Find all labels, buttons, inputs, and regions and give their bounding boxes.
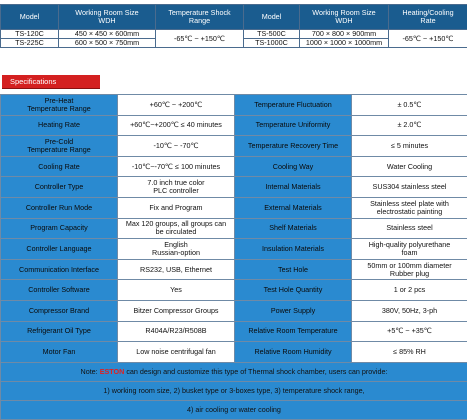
spec-row: [1, 156, 467, 177]
note-row: [1, 381, 467, 400]
spec-value: 1 or 2 pcs: [352, 280, 467, 301]
spec-value: R404A/R23/R508B: [118, 321, 235, 342]
spec-label: Relative Room Humidity: [235, 342, 352, 363]
spec-row: [1, 95, 467, 116]
specifications-heading: Specifications: [2, 75, 100, 88]
spec-label: Controller Run Mode: [1, 197, 118, 218]
spec-value: +5℃ ~ +35℃: [352, 321, 467, 342]
spec-row: [1, 239, 467, 260]
model-cell: TS-225C: [1, 39, 59, 48]
spec-row: [1, 218, 467, 239]
models-row: [1, 30, 467, 39]
spec-label: Cooling Way: [235, 156, 352, 177]
spec-label: Motor Fan: [1, 342, 118, 363]
size-cell: 450 × 450 × 600mm: [59, 30, 156, 39]
spec-label: Internal Materials: [235, 177, 352, 198]
spec-value: -10℃ ~ -70℃: [118, 136, 235, 157]
header-model-a: Model: [1, 5, 59, 30]
spec-value: SUS304 stainless steel: [352, 177, 467, 198]
spec-value: 7.0 inch true color PLC controller: [118, 177, 235, 198]
models-table: [0, 4, 467, 48]
spec-value: RS232, USB, Ethernet: [118, 259, 235, 280]
spec-value: Low noise centrifugal fan: [118, 342, 235, 363]
shock-range-cell: -65℃ ~ +150℃: [156, 30, 244, 48]
spec-value: High-quality polyurethane foam: [352, 239, 467, 260]
spec-label: Temperature Recovery Time: [235, 136, 352, 157]
note-line-2: 1) working room size, 2) busket type or 3-boxes type, 3) temperature shock range,: [1, 381, 467, 400]
note-suffix: can design and customize this type of Thermal shock chamber, users can provide:: [124, 367, 387, 376]
spec-row: [1, 259, 467, 280]
spec-row: [1, 136, 467, 157]
header-size-b: Working Room Size WDH: [300, 5, 389, 30]
spec-value: Stainless steel plate with electrostatic painting: [352, 197, 467, 218]
spec-label: Controller Type: [1, 177, 118, 198]
spec-value: English Russian-option: [118, 239, 235, 260]
size-cell: 700 × 800 × 900mm: [300, 30, 389, 39]
spec-label: Compressor Brand: [1, 300, 118, 321]
spec-row: [1, 300, 467, 321]
spec-label: Temperature Fluctuation: [235, 95, 352, 116]
spec-value: -10℃~-70℃ ≤ 100 minutes: [118, 156, 235, 177]
model-cell: TS-1000C: [244, 39, 300, 48]
spec-label: Test Hole: [235, 259, 352, 280]
size-cell: 1000 × 1000 × 1000mm: [300, 39, 389, 48]
spec-label: Refrigerant Oil Type: [1, 321, 118, 342]
header-size-a: Working Room Size WDH: [59, 5, 156, 30]
spec-row: [1, 197, 467, 218]
spec-label: Shelf Materials: [235, 218, 352, 239]
brand-name: ESTON: [100, 367, 125, 376]
spec-value: ≤ 5 minutes: [352, 136, 467, 157]
spec-label: Insulation Materials: [235, 239, 352, 260]
spec-label: External Materials: [235, 197, 352, 218]
spec-label: Program Capacity: [1, 218, 118, 239]
spec-label: Cooling Rate: [1, 156, 118, 177]
spec-value: ≤ 85% RH: [352, 342, 467, 363]
rate-cell: -65℃ ~ +150℃: [389, 30, 467, 48]
spec-label: Controller Language: [1, 239, 118, 260]
model-cell: TS-500C: [244, 30, 300, 39]
spec-label: Relative Room Temperature: [235, 321, 352, 342]
spec-value: Water Cooling: [352, 156, 467, 177]
spec-value: ± 2.0℃: [352, 115, 467, 136]
models-header-row: [1, 5, 467, 30]
note-line-3: 4) air cooling or water cooling: [1, 400, 467, 419]
spec-row: [1, 342, 467, 363]
spec-label: Communication Interface: [1, 259, 118, 280]
spec-value: Yes: [118, 280, 235, 301]
model-cell: TS-120C: [1, 30, 59, 39]
spec-label: Pre-Heat Temperature Range: [1, 95, 118, 116]
header-rate: Heating/Cooling Rate: [389, 5, 467, 30]
spec-value: 380V, 50Hz, 3-ph: [352, 300, 467, 321]
spec-value: Stainless steel: [352, 218, 467, 239]
spec-value: ± 0.5℃: [352, 95, 467, 116]
spec-row: [1, 321, 467, 342]
header-model-b: Model: [244, 5, 300, 30]
size-cell: 600 × 500 × 750mm: [59, 39, 156, 48]
spec-row: [1, 280, 467, 301]
spec-value: Bitzer Compressor Groups: [118, 300, 235, 321]
spec-label: Heating Rate: [1, 115, 118, 136]
specifications-table: [0, 94, 467, 420]
note-row: [1, 362, 467, 381]
spec-value: 50mm or 100mm diameter Rubber plug: [352, 259, 467, 280]
spec-label: Test Hole Quantity: [235, 280, 352, 301]
note-line-1: [1, 362, 467, 381]
spec-value: +60℃ ~ +200℃: [118, 95, 235, 116]
spec-row: [1, 115, 467, 136]
note-prefix: Note:: [81, 367, 100, 376]
spec-row: [1, 177, 467, 198]
spec-label: Pre-Cold Temperature Range: [1, 136, 118, 157]
spec-label: Controller Software: [1, 280, 118, 301]
spec-value: Fix and Program: [118, 197, 235, 218]
spec-value: Max 120 groups, all groups can be circulated: [118, 218, 235, 239]
spec-label: Temperature Uniformity: [235, 115, 352, 136]
note-row: [1, 400, 467, 419]
header-shock-range: Temperature Shock Range: [156, 5, 244, 30]
spec-value: +60℃~+200℃ ≤ 40 minutes: [118, 115, 235, 136]
spec-label: Power Supply: [235, 300, 352, 321]
